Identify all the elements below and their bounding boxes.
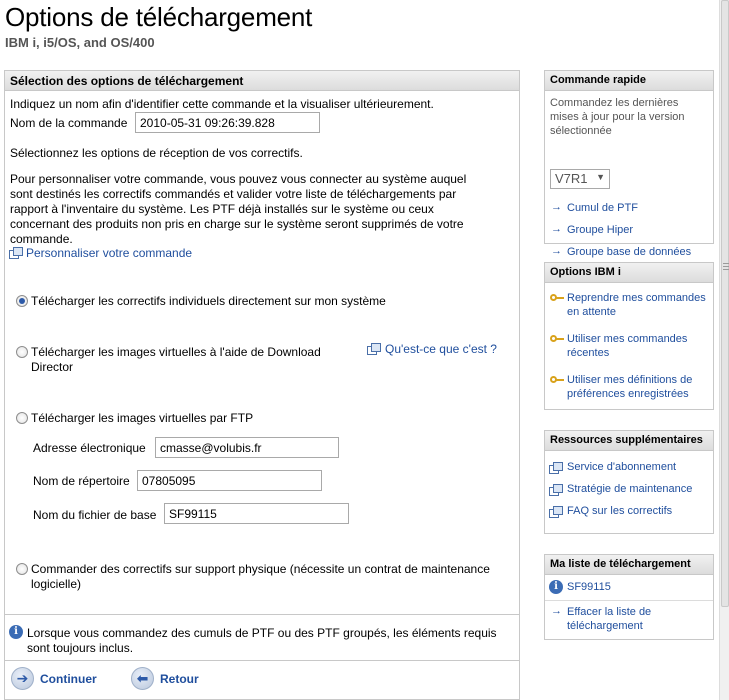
quick-order-panel (544, 70, 714, 258)
directory-field[interactable] (137, 470, 322, 491)
page-subtitle: IBM i, i5/OS, and OS/400 (5, 35, 155, 50)
link-cumulative-ptf[interactable]: Cumul de PTF (567, 202, 638, 214)
arrow-right-icon: → (551, 223, 562, 235)
quick-order-description: Commandez les dernières mises à jour pour la version sélectionnée (550, 97, 685, 137)
link-saved-preferences[interactable]: Utiliser mes définitions de préférences enregistrées (567, 374, 693, 400)
scroll-grip-line (723, 269, 729, 270)
radio-option-physical-media[interactable] (16, 563, 28, 575)
arrow-right-icon: → (551, 245, 562, 257)
base-filename-field[interactable] (164, 503, 349, 524)
scroll-grip-line (723, 263, 729, 264)
link-recent-orders[interactable]: Utiliser mes commandes récentes (567, 333, 688, 359)
chevron-down-icon: ▼ (596, 172, 605, 182)
option-ftp-label[interactable]: Télécharger les images virtuelles par FTP (31, 411, 254, 425)
whats-this-link[interactable]: Qu'est-ce que c'est ? (385, 342, 497, 356)
continue-button[interactable] (11, 667, 97, 690)
option-direct-label[interactable]: Télécharger les correctifs individuels directement sur mon système (31, 294, 386, 308)
option-physical-media-label[interactable]: Commander des correctifs sur support physique (nécessite un contrat de maintenance logicielle) (31, 562, 490, 591)
panel-header: Sélection des options de téléchargement (5, 71, 519, 91)
new-window-icon (549, 506, 562, 517)
name-label: Nom de la commande (10, 116, 128, 130)
back-label: Retour (160, 671, 199, 686)
radio-option-direct[interactable] (16, 295, 28, 307)
page-title: Options de téléchargement (5, 2, 313, 32)
divider (5, 660, 519, 661)
new-window-icon (549, 484, 562, 495)
radio-option-ftp[interactable] (16, 412, 28, 424)
link-subscription-service[interactable]: Service d'abonnement (567, 461, 677, 473)
back-button[interactable] (131, 667, 199, 690)
arrow-right-icon: → (551, 605, 562, 617)
download-list-item[interactable]: SF99115 (567, 581, 611, 593)
link-maintenance-strategy[interactable]: Stratégie de maintenance (567, 483, 693, 495)
link-hiper-group[interactable]: Groupe Hiper (567, 224, 634, 236)
scrollbar-thumb[interactable] (721, 0, 729, 607)
email-field[interactable] (155, 437, 339, 458)
radio-option-download-director[interactable] (16, 346, 28, 358)
ibm-options-panel (544, 262, 714, 410)
link-fixes-faq[interactable]: FAQ sur les correctifs (567, 505, 673, 517)
resources-header: Ressources supplémentaires (545, 431, 713, 451)
key-icon (550, 294, 564, 302)
arrow-right-icon: → (551, 201, 562, 213)
info-icon: i (549, 580, 563, 594)
new-window-icon (9, 247, 22, 258)
divider (5, 614, 519, 615)
option-download-director-label[interactable]: Télécharger les images virtuelles à l'aide de Download Director (31, 345, 321, 374)
email-label: Adresse électronique (33, 441, 146, 455)
link-database-group[interactable]: Groupe base de données (567, 246, 692, 258)
info-note: Lorsque vous commandez des cumuls de PTF ou des PTF groupés, les éléments requis sont toujours inclus. (27, 626, 497, 655)
arrow-left-icon: ⬅ (131, 667, 154, 690)
customize-order-link[interactable]: Personnaliser votre commande (26, 246, 193, 260)
scroll-grip-line (723, 266, 729, 267)
download-list-panel (544, 554, 714, 640)
quick-order-header: Commande rapide (545, 71, 713, 91)
download-list-header: Ma liste de téléchargement (545, 555, 713, 575)
ibm-options-header: Options IBM i (545, 263, 713, 283)
clear-download-list-link[interactable]: Effacer la liste de téléchargement (567, 606, 652, 632)
directory-label: Nom de répertoire (33, 474, 130, 488)
version-select-value: V7R1 (555, 171, 588, 186)
divider (545, 600, 713, 601)
info-icon: i (9, 625, 23, 639)
download-options-panel (4, 70, 520, 700)
key-icon (550, 376, 564, 384)
link-resume-pending-orders[interactable]: Reprendre mes commandes en attente (567, 292, 706, 318)
filename-label: Nom du fichier de base (33, 508, 157, 522)
select-intro-text: Sélectionnez les options de réception de vos correctifs. (10, 146, 303, 160)
new-window-icon (367, 343, 380, 354)
order-name-input[interactable] (135, 112, 320, 133)
name-intro-text: Indiquez un nom afin d'identifier cette commande et la visualiser ultérieurement. (10, 97, 434, 111)
new-window-icon (549, 462, 562, 473)
key-icon (550, 335, 564, 343)
customize-paragraph: Pour personnaliser votre commande, vous pouvez vous connecter au système auquel sont destinés les correctifs commandés et valider votre liste de téléchargements par rapport à l'inventaire du système. Les PTF déjà installés sur le système ou ceux concernant des produits non pris en charge sur le système seront supprimés de votre commande. (10, 172, 467, 246)
vertical-scrollbar[interactable] (719, 0, 729, 700)
resources-panel (544, 430, 714, 534)
continue-label: Continuer (40, 671, 97, 686)
arrow-right-icon: ➔ (11, 667, 34, 690)
version-select[interactable] (550, 169, 610, 189)
